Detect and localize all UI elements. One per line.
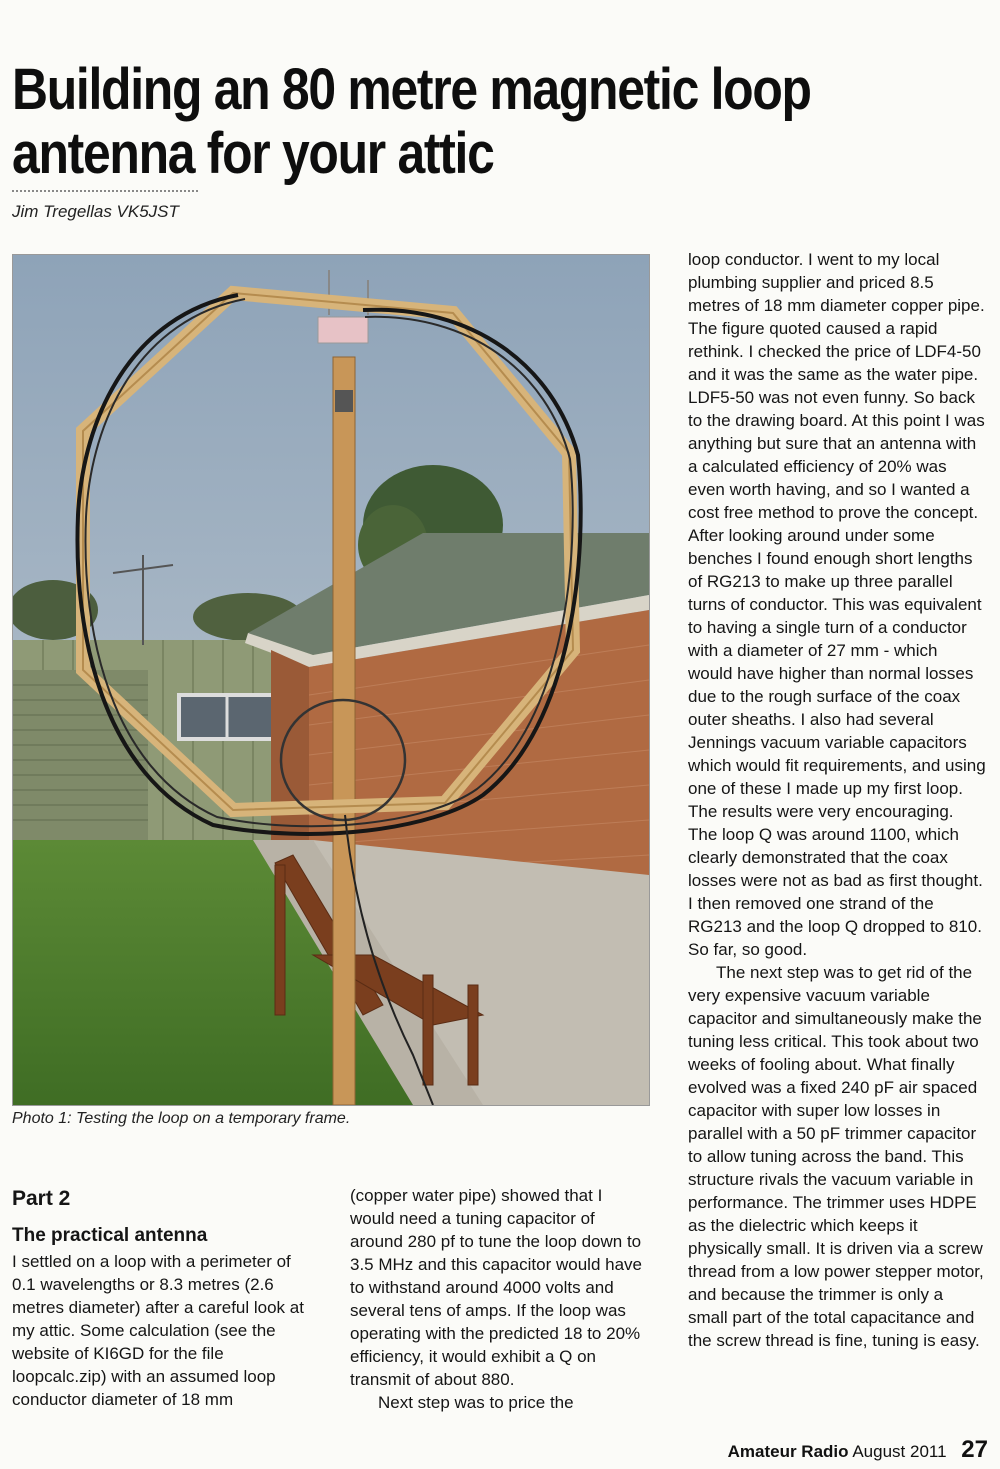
magazine-name: Amateur Radio: [727, 1442, 849, 1461]
title-divider: [12, 190, 198, 192]
antenna-photo: [12, 254, 650, 1106]
page-footer: [728, 1436, 988, 1464]
paragraph: The next step was to get rid of the very expensive vacuum variable capacitor and simultaneously make the tuning less critical. This took about two weeks of fooling about. What finally evolved was a fixed 240 pF air spaced capacitor with super low losses in parallel with a 50 pF trimmer capacitor to allow tuning across the band. This structure rivals the vacuum variable in performance. The trimmer uses HDPE as the dielectric which keeps it physically small. It is driven via a screw thread from a low power stepper motor, and because the trimmer is only a small part of the total capacitance and the screw thread is fine, tuning is easy.: [688, 963, 984, 1350]
column-1: [12, 1186, 304, 1411]
page-number: 27: [961, 1436, 988, 1463]
paragraph: I then removed one strand of the RG213 and the loop Q dropped to 810. So far, so good.: [688, 894, 982, 959]
paragraph: I settled on a loop with a perimeter of 0.1 wavelengths or 8.3 metres (2.6 metres diameter) after a careful look at my attic. Some calculation (see the website of KI6GD for the file loopcalc.zip) with an assumed loop conductor diameter of 18 mm: [12, 1252, 304, 1409]
section-heading: The practical antenna: [12, 1225, 208, 1246]
part-label: Part 2: [12, 1187, 71, 1210]
column-2: [350, 1184, 644, 1414]
column-3: [688, 248, 986, 1352]
article-byline: Jim Tregellas VK5JST: [12, 202, 179, 221]
photo-caption: Photo 1: Testing the loop on a temporary frame.: [12, 1110, 351, 1127]
paragraph: (copper water pipe) showed that I would need a tuning capacitor of around 280 pf to tune the loop down to 3.5 MHz and this capacitor would have to withstand around 4000 volts and several tens of amps. If the loop was operating with the predicted 18 to 20% efficiency, it would exhibit a Q on transmit of about 880.: [350, 1186, 642, 1389]
paragraph: Next step was to price the: [378, 1393, 574, 1412]
article-title: Building an 80 metre magnetic loop antenna for your attic: [12, 57, 811, 186]
paragraph: loop conductor. I went to my local plumbing supplier and priced 8.5 metres of 18 mm diameter copper pipe. The figure quoted caused a rapid rethink. I checked the price of LDF4-50 and it was the same as the water pipe. LDF5-50 was not even funny. So back to the drawing board. At this point I was anything but sure that an antenna with a calculated efficiency of 20% was even worth having, and so I wanted a cost free method to prove the concept. After looking around under some benches I found enough short lengths of RG213 to make up three parallel turns of conductor. This was equivalent to having a single turn of a conductor with a diameter of 27 mm - which would have higher than normal losses due to the rough surface of the coax outer sheaths. I also had several Jennings vacuum variable capacitors which would fit requirements, and using one of these I made up my first loop. The results were very encouraging. The loop Q was around 1100, which clearly demonstrated that the coax losses were not as bad as first thought.: [688, 250, 986, 890]
issue-date: August 2011: [852, 1442, 947, 1461]
